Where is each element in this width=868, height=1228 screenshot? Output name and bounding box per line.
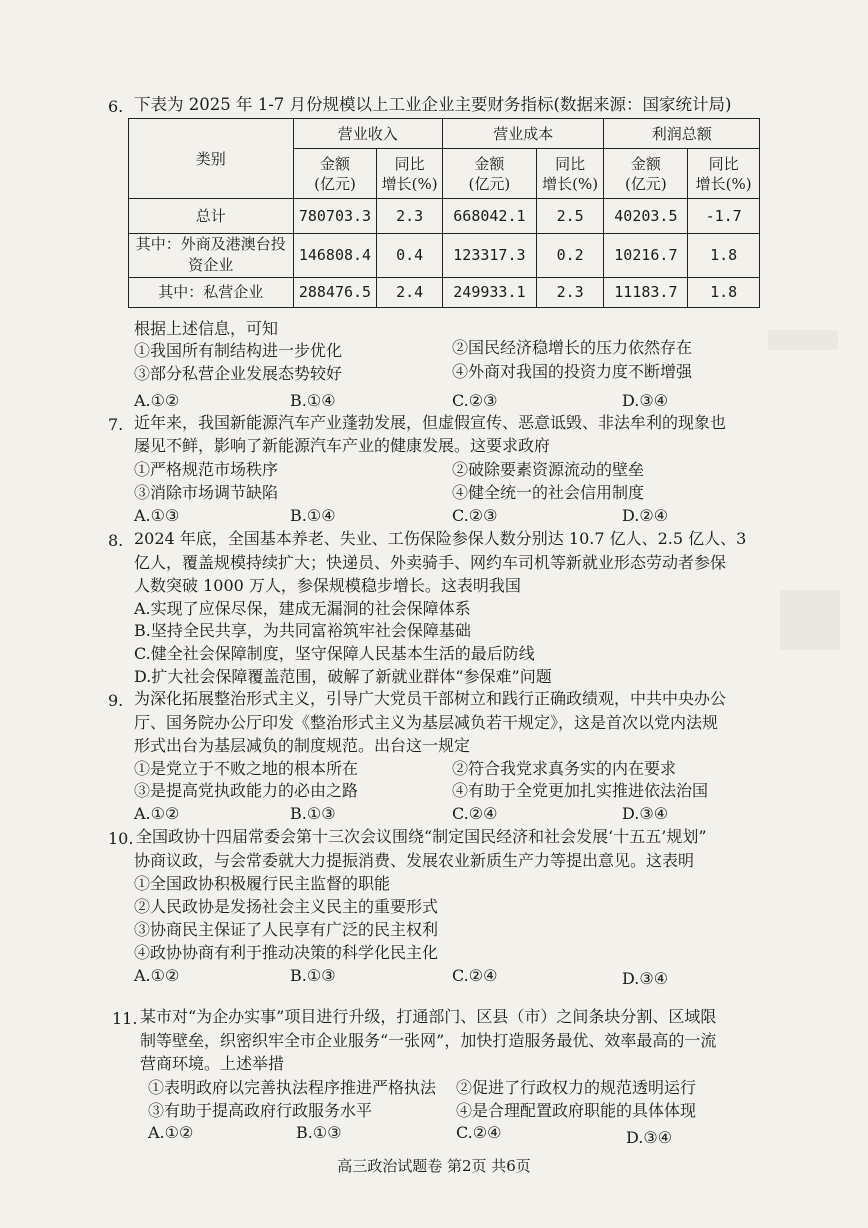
table-row [129, 233, 760, 277]
choice: D.③④ [622, 804, 669, 823]
cell: -1.7 [688, 199, 760, 233]
choice: D.③④ [626, 1128, 673, 1147]
option: ③部分私营企业发展态势较好 [134, 364, 343, 383]
choice: C.②④ [452, 966, 498, 985]
choice: D.②④ [622, 506, 669, 525]
choice: D.③④ [622, 969, 669, 988]
question-lead: 根据上述信息，可知 [134, 319, 279, 338]
cell: 0.2 [536, 233, 604, 277]
question-stem: 某市对“为企办实事”项目进行升级，打通部门、区县（市）之间条块分割、区域限 [140, 1007, 717, 1026]
choice: B.①③ [290, 804, 336, 823]
cell: 2.4 [377, 277, 443, 307]
question-stem: 亿人，覆盖规模持续扩大；快递员、外卖骑手、网约车司机等新就业形态劳动者参保 [134, 553, 727, 572]
choice: A.①② [134, 804, 180, 823]
question-number: 11. [112, 1009, 138, 1028]
table-subheader-amount: 金额 (亿元) [442, 149, 536, 199]
choice: B.①③ [290, 966, 336, 985]
question-stem: 屡见不鲜，影响了新能源汽车产业的健康发展。这要求政府 [134, 436, 551, 455]
table-subheader-growth: 同比 增长(%) [377, 149, 443, 199]
question-stem: 近年来，我国新能源汽车产业蓬勃发展，但虚假宣传、恶意诋毁、非法牟利的现象也 [134, 413, 727, 432]
choice: B.坚持全民共享，为共同富裕筑牢社会保障基础 [134, 621, 471, 640]
financial-table [128, 118, 760, 308]
option: ④健全统一的社会信用制度 [452, 483, 645, 502]
question-number: 9. [108, 691, 124, 710]
option: ①严格规范市场秩序 [134, 460, 279, 479]
question-stem: 形式出台为基层减负的制度规范。出台这一规定 [134, 736, 471, 755]
table-header-cost: 营业成本 [442, 119, 604, 149]
choice: C.②④ [456, 1123, 502, 1142]
cell: 123317.3 [442, 233, 536, 277]
option: ②破除要素资源流动的壁垒 [452, 460, 645, 479]
option: ④有助于全党更加扎实推进依法治国 [452, 781, 709, 800]
question-stem: 制等壁垒，织密织牢全市企业服务“一张网”，加快打造服务最优、效率最高的一流 [140, 1031, 717, 1050]
cell: 2.3 [377, 199, 443, 233]
table-header-revenue: 营业收入 [293, 119, 442, 149]
table-subheader-amount: 金额 (亿元) [293, 149, 377, 199]
choice: D.③④ [622, 391, 669, 410]
cell: 11183.7 [604, 277, 688, 307]
option: ②人民政协是发扬社会主义民主的重要形式 [134, 897, 439, 916]
question-number: 10. [108, 829, 134, 848]
option: ④外商对我国的投资力度不断增强 [452, 362, 693, 381]
page-footer: 高三政治试题卷 第2页 共6页 [337, 1157, 531, 1175]
cell: 249933.1 [442, 277, 536, 307]
option: ①表明政府以完善执法程序推进严格执法 [148, 1078, 437, 1097]
choice: A.①② [134, 966, 180, 985]
option: ③有助于提高政府行政服务水平 [148, 1101, 373, 1120]
cell: 146808.4 [293, 233, 377, 277]
option: ②促进了行政权力的规范透明运行 [456, 1078, 697, 1097]
choice: B.①③ [296, 1123, 342, 1142]
scan-shadow [768, 330, 838, 350]
choice: A.①② [134, 391, 180, 410]
table-subheader-growth: 同比 增长(%) [688, 149, 760, 199]
choice: B.①④ [290, 506, 336, 525]
cell: 668042.1 [442, 199, 536, 233]
question-stem: 营商环境。上述举措 [140, 1054, 285, 1073]
choice: A.实现了应保尽保，建成无漏洞的社会保障体系 [134, 599, 471, 618]
row-label: 总计 [129, 199, 294, 233]
option: ④政协协商有利于推动决策的科学化民主化 [134, 943, 439, 962]
choice: C.②③ [452, 391, 498, 410]
cell: 1.8 [688, 233, 760, 277]
option: ①是党立于不败之地的根本所在 [134, 759, 359, 778]
row-label: 其中：外商及港澳台投资企业 [129, 233, 294, 277]
cell: 0.4 [377, 233, 443, 277]
table-row [129, 277, 760, 307]
table-subheader-growth: 同比 增长(%) [536, 149, 604, 199]
table-header-category: 类别 [129, 119, 294, 199]
row-label: 其中：私营企业 [129, 277, 294, 307]
option: ③消除市场调节缺陷 [134, 483, 279, 502]
question-stem: 为深化拓展整治形式主义，引导广大党员干部树立和践行正确政绩观，中共中央办公 [134, 689, 727, 708]
cell: 2.3 [536, 277, 604, 307]
choice: D.扩大社会保障覆盖范围，破解了新就业群体“参保难”问题 [134, 667, 552, 686]
question-number: 7. [108, 415, 124, 434]
scan-shadow [780, 590, 840, 650]
option: ②符合我党求真务实的内在要求 [452, 759, 677, 778]
table-subheader-amount: 金额 (亿元) [604, 149, 688, 199]
cell: 40203.5 [604, 199, 688, 233]
cell: 10216.7 [604, 233, 688, 277]
question-stem: 下表为 2025 年 1-7 月份规模以上工业企业主要财务指标(数据来源：国家统计局) [134, 95, 732, 114]
choice: A.①② [148, 1123, 194, 1142]
cell: 288476.5 [293, 277, 377, 307]
table-row [129, 199, 760, 233]
question-stem: 全国政协十四届常委会第十三次会议围绕“制定国民经济和社会发展‘十五五’规划” [136, 827, 707, 846]
cell: 1.8 [688, 277, 760, 307]
option: ②国民经济稳增长的压力依然存在 [452, 338, 693, 357]
choice: C.②③ [452, 506, 498, 525]
question-stem: 协商议政，与会常委就大力提振消费、发展农业新质生产力等提出意见。这表明 [134, 851, 695, 870]
option: ①全国政协积极履行民主监督的职能 [134, 874, 391, 893]
question-number: 6. [108, 97, 124, 116]
question-stem: 厅、国务院办公厅印发《整治形式主义为基层减负若干规定》，这是首次以党内法规 [134, 713, 719, 732]
question-stem: 2024 年底，全国基本养老、失业、工伤保险参保人数分别达 10.7 亿人、2.5 亿人、3 [134, 529, 747, 548]
cell: 2.5 [536, 199, 604, 233]
choice: A.①③ [134, 506, 180, 525]
question-stem: 人数突破 1000 万人，参保规模稳步增长。这表明我国 [134, 576, 521, 595]
question-number: 8. [108, 531, 124, 550]
option: ③协商民主保证了人民享有广泛的民主权利 [134, 920, 439, 939]
option: ③是提高党执政能力的必由之路 [134, 781, 359, 800]
choice: C.健全社会保障制度，坚守保障人民基本生活的最后防线 [134, 644, 535, 663]
option: ④是合理配置政府职能的具体体现 [456, 1101, 697, 1120]
table-header-profit: 利润总额 [604, 119, 760, 149]
option: ①我国所有制结构进一步优化 [134, 341, 343, 360]
cell: 780703.3 [293, 199, 377, 233]
choice: C.②④ [452, 804, 498, 823]
choice: B.①④ [290, 391, 336, 410]
